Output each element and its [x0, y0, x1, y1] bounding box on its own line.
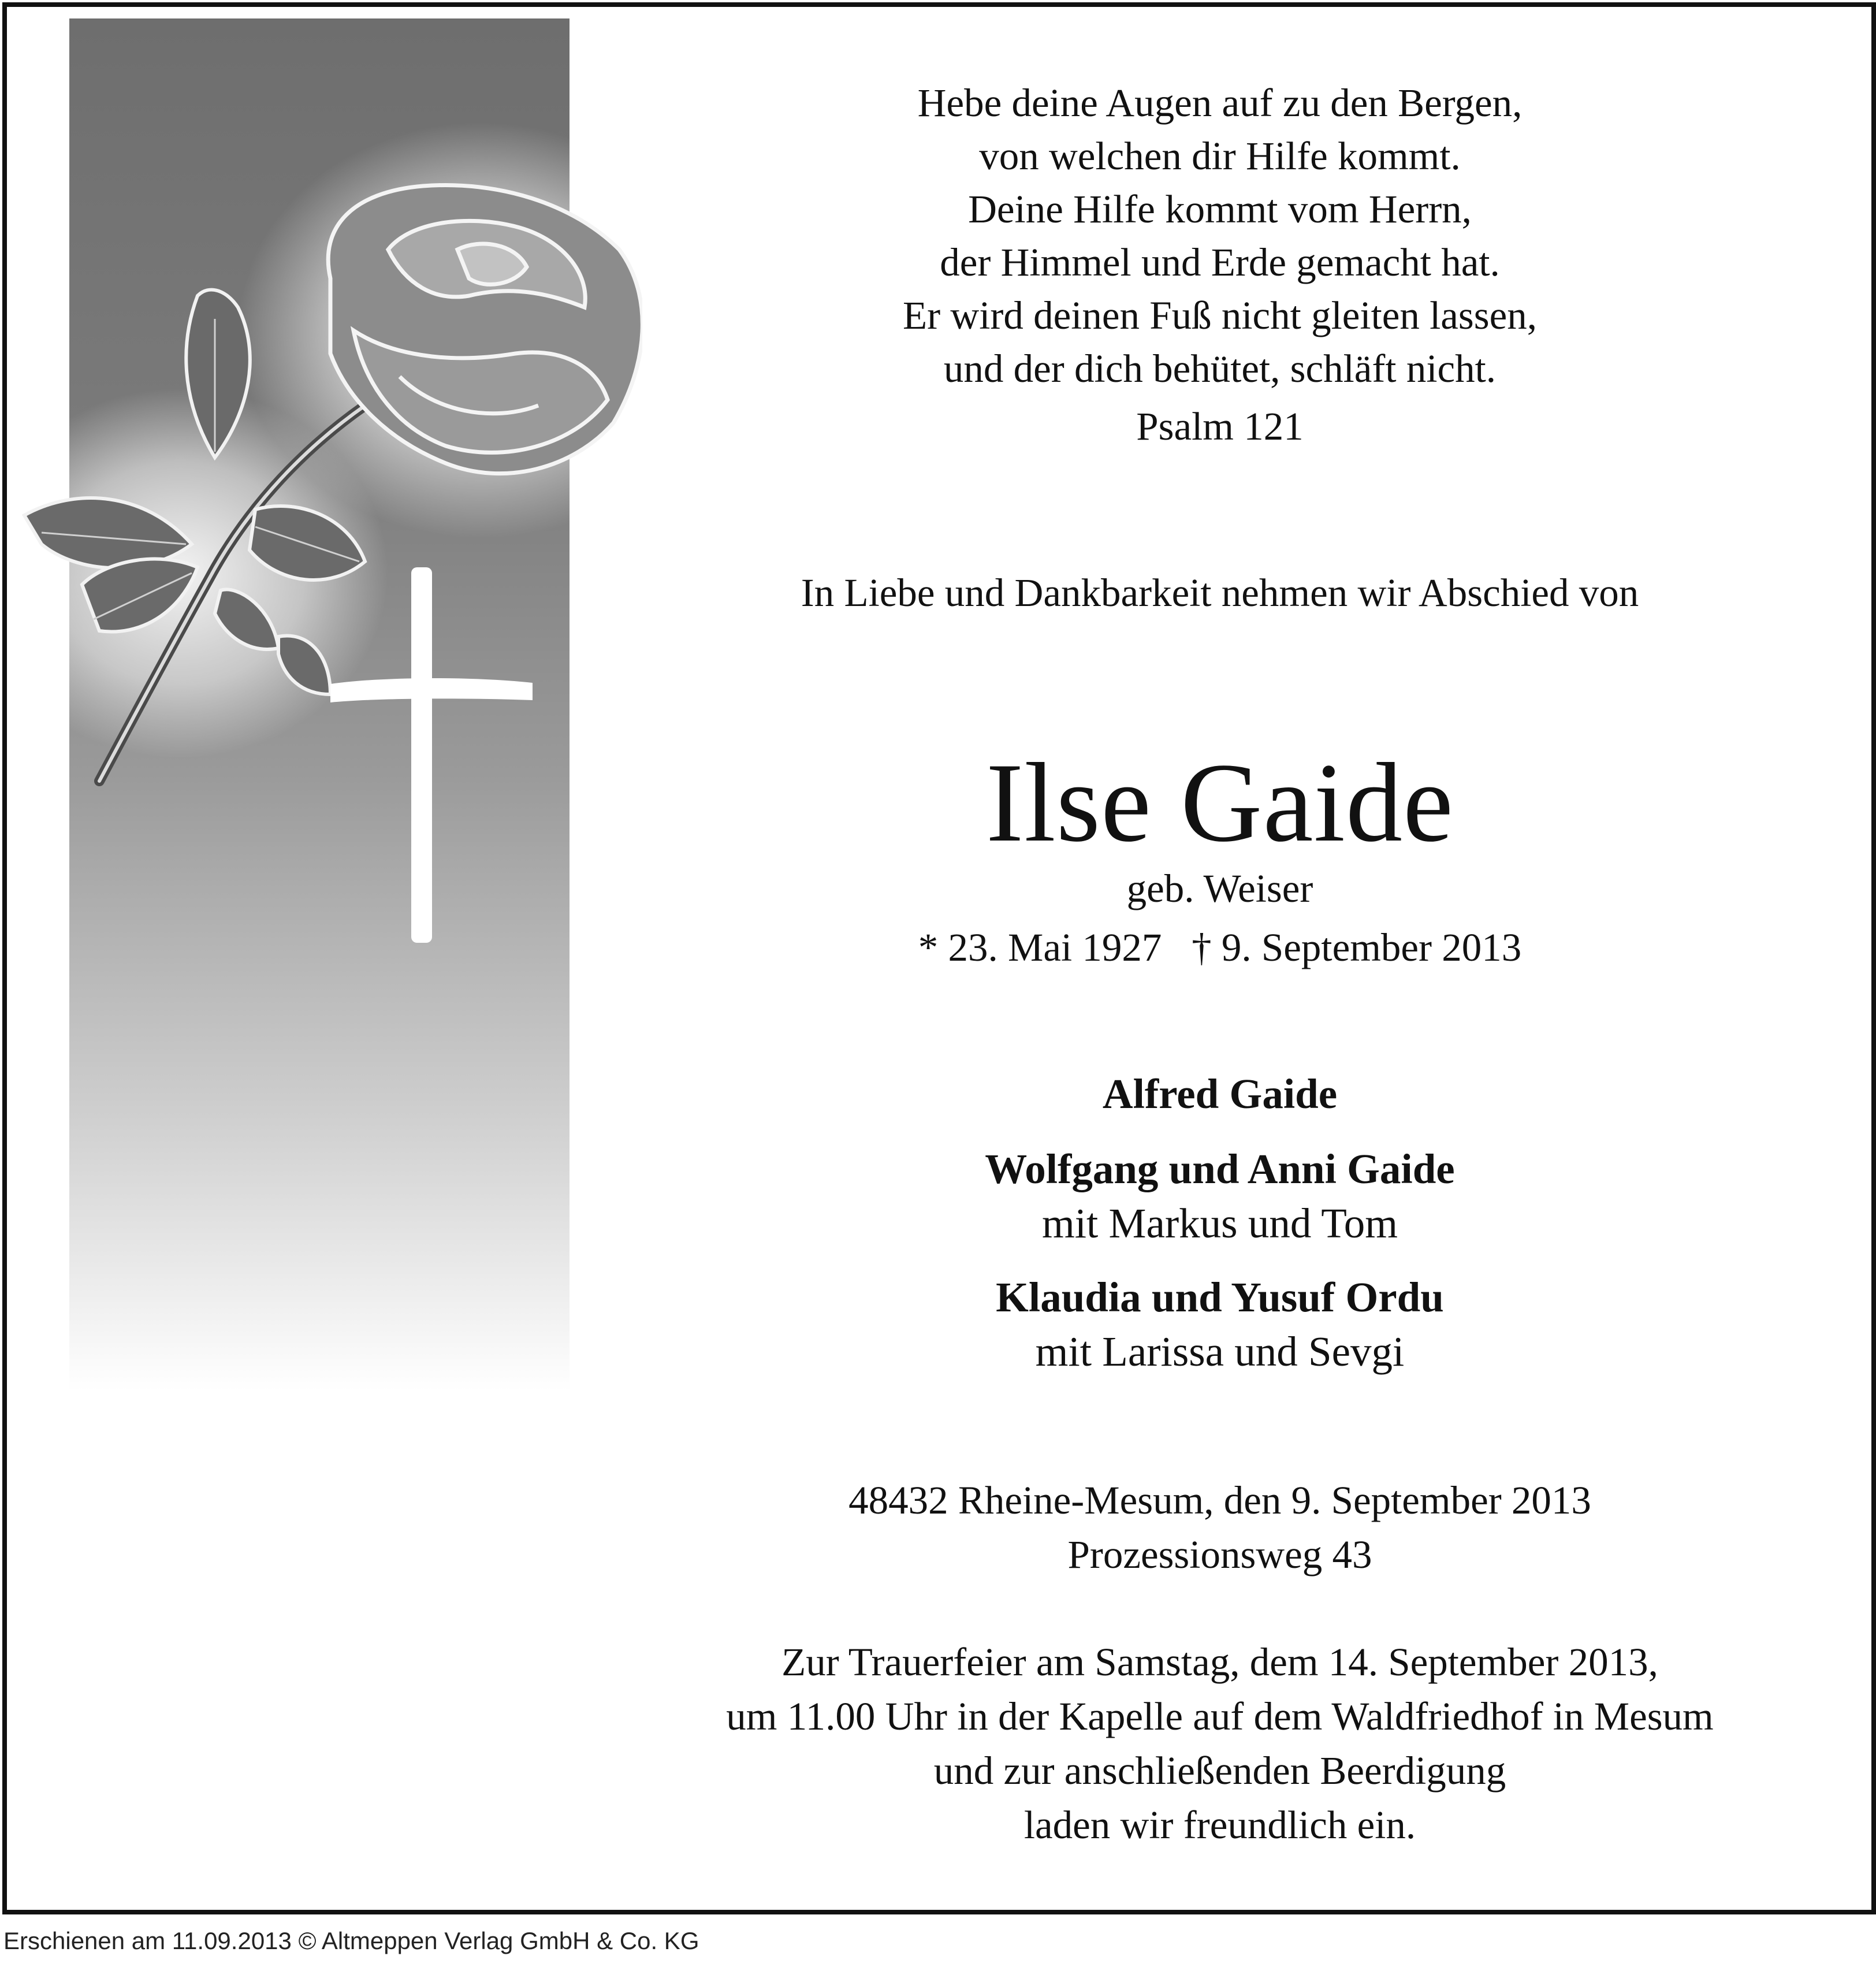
farewell-intro: In Liebe und Dankbarkeit nehmen wir Abschied von [801, 571, 1639, 615]
place-date-line: 48432 Rheine-Mesum, den 9. September 2013 [848, 1478, 1591, 1522]
psalm-line: und der dich behütet, schläft nicht. [943, 347, 1497, 391]
mourner-name: Klaudia und Yusuf Ordu [996, 1274, 1444, 1321]
publication-footer: Erschienen am 11.09.2013 © Altmeppen Verlag GmbH & Co. KG [3, 1927, 699, 1954]
maiden-name: geb. Weiser [1126, 867, 1313, 910]
psalm-line: der Himmel und Erde gemacht hat. [940, 240, 1500, 284]
rose-and-cross-illustration [7, 7, 642, 1393]
psalm-line: Hebe deine Augen auf zu den Bergen, [917, 81, 1523, 125]
psalm-block [585, 76, 1855, 453]
mourners-list [585, 1066, 1855, 1378]
service-line: laden wir freundlich ein. [1023, 1803, 1416, 1847]
psalm-line: von welchen dir Hilfe kommt. [979, 134, 1461, 178]
death-date: † 9. September 2013 [1192, 925, 1522, 969]
mourner-name: Wolfgang und Anni Gaide [985, 1146, 1455, 1192]
service-information [585, 1635, 1855, 1852]
place-and-address [585, 1473, 1855, 1582]
birth-date: * 23. Mai 1927 [918, 925, 1162, 969]
street-address: Prozessionsweg 43 [1067, 1533, 1372, 1577]
service-line: Zur Trauerfeier am Samstag, dem 14. September 2013, [781, 1640, 1658, 1684]
service-line: um 11.00 Uhr in der Kapelle auf dem Waldfriedhof in Mesum [726, 1694, 1714, 1738]
service-line: und zur anschließenden Beerdigung [933, 1749, 1506, 1793]
psalm-line: Er wird deinen Fuß nicht gleiten lassen, [902, 293, 1537, 337]
mourner-name: Alfred Gaide [1102, 1070, 1338, 1117]
deceased-name: Ilse Gaide [986, 740, 1454, 865]
mourner-children: mit Larissa und Sevgi [1035, 1328, 1405, 1375]
life-dates [585, 921, 1855, 974]
mourner-children: mit Markus und Tom [1041, 1200, 1398, 1247]
psalm-line: Deine Hilfe kommt vom Herrn, [968, 187, 1472, 231]
obituary-frame [2, 2, 1876, 1914]
psalm-reference: Psalm 121 [1136, 404, 1304, 448]
